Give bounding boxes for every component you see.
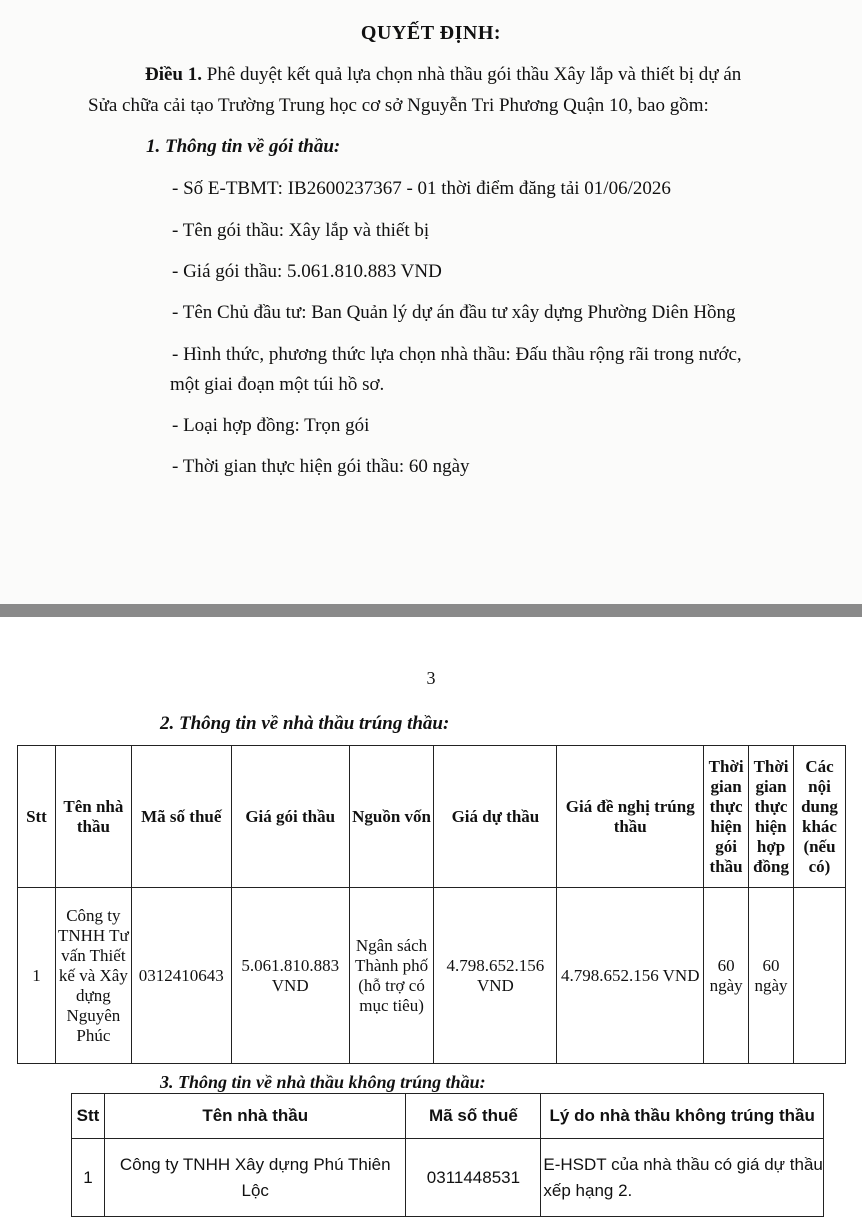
- page-1: [0, 0, 862, 604]
- col-package-price: Giá gói thầu: [231, 746, 349, 888]
- loser-table: [71, 1093, 824, 1217]
- cell-stt: 1: [72, 1139, 105, 1217]
- item-selection-method-cont: một giai đoạn một túi hồ sơ.: [170, 374, 385, 395]
- winner-table-header: [18, 746, 846, 888]
- loser-table-header: [72, 1094, 824, 1139]
- col-proposed-price: Giá đề nghị trúng thầu: [557, 746, 704, 888]
- item-duration: - Thời gian thực hiện gói thầu: 60 ngày: [172, 456, 470, 477]
- section-2-heading: 2. Thông tin về nhà thầu trúng thầu:: [160, 713, 450, 734]
- col-bid-price: Giá dự thầu: [434, 746, 557, 888]
- col-package-duration: Thời gian thực hiện gói thầu: [704, 746, 749, 888]
- col-contract-duration: Thời gian thực hiện hợp đồng: [749, 746, 794, 888]
- col-tax-code: Mã số thuế: [131, 746, 231, 888]
- col-stt: Stt: [72, 1094, 105, 1139]
- cell-other: [794, 888, 846, 1064]
- cell-reason: E-HSDT của nhà thầu có giá dự thầu xếp hạng 2.: [541, 1139, 824, 1217]
- decision-title: QUYẾT ĐỊNH:: [360, 22, 502, 44]
- page-separator: [0, 604, 862, 617]
- col-funding-source: Nguồn vốn: [349, 746, 434, 888]
- cell-contractor-name: Công ty TNHH Xây dựng Phú Thiên Lộc: [104, 1139, 406, 1217]
- article-text: Phê duyệt kết quả lựa chọn nhà thầu gói thầu Xây lắp và thiết bị dự án: [202, 64, 742, 85]
- article-label: Điều 1.: [145, 64, 202, 85]
- item-contract-type: - Loại hợp đồng: Trọn gói: [172, 415, 370, 436]
- col-reason: Lý do nhà thầu không trúng thầu: [541, 1094, 824, 1139]
- article-1-line-2: Sửa chữa cải tạo Trường Trung học cơ sở Nguyễn Tri Phương Quận 10, bao gồm:: [88, 95, 709, 116]
- article-1-line-1: [145, 64, 741, 86]
- cell-tax-code: 0311448531: [406, 1139, 541, 1217]
- cell-package-duration: 60 ngày: [704, 888, 749, 1064]
- cell-contract-duration: 60 ngày: [749, 888, 794, 1064]
- cell-proposed-price: 4.798.652.156 VND: [557, 888, 704, 1064]
- cell-tax-code: 0312410643: [131, 888, 231, 1064]
- item-selection-method: - Hình thức, phương thức lựa chọn nhà thầu: Đấu thầu rộng rãi trong nước,: [172, 344, 742, 365]
- cell-stt: 1: [18, 888, 56, 1064]
- table-row: [18, 888, 846, 1064]
- cell-package-price: 5.061.810.883 VND: [231, 888, 349, 1064]
- cell-contractor-name: Công ty TNHH Tư vấn Thiết kế và Xây dựng Nguyên Phúc: [55, 888, 131, 1064]
- cell-bid-price: 4.798.652.156 VND: [434, 888, 557, 1064]
- item-package-name: - Tên gói thầu: Xây lắp và thiết bị: [172, 220, 430, 241]
- cell-funding-source: Ngân sách Thành phố (hỗ trợ có mục tiêu): [349, 888, 434, 1064]
- section-3-heading: 3. Thông tin về nhà thầu không trúng thầu:: [160, 1072, 486, 1092]
- col-tax-code: Mã số thuế: [406, 1094, 541, 1139]
- page-number: 3: [426, 668, 436, 688]
- col-contractor-name: Tên nhà thầu: [104, 1094, 406, 1139]
- item-tbmt: - Số E-TBMT: IB2600237367 - 01 thời điểm đăng tải 01/06/2026: [172, 178, 671, 199]
- section-1-heading: 1. Thông tin về gói thầu:: [146, 136, 341, 157]
- item-package-price: - Giá gói thầu: 5.061.810.883 VND: [172, 261, 442, 282]
- col-other: Các nội dung khác (nếu có): [794, 746, 846, 888]
- table-row: [72, 1139, 824, 1217]
- col-stt: Stt: [18, 746, 56, 888]
- winner-table: [17, 745, 846, 1064]
- item-investor: - Tên Chủ đầu tư: Ban Quản lý dự án đầu tư xây dựng Phường Diên Hồng: [172, 302, 736, 323]
- col-contractor-name: Tên nhà thầu: [55, 746, 131, 888]
